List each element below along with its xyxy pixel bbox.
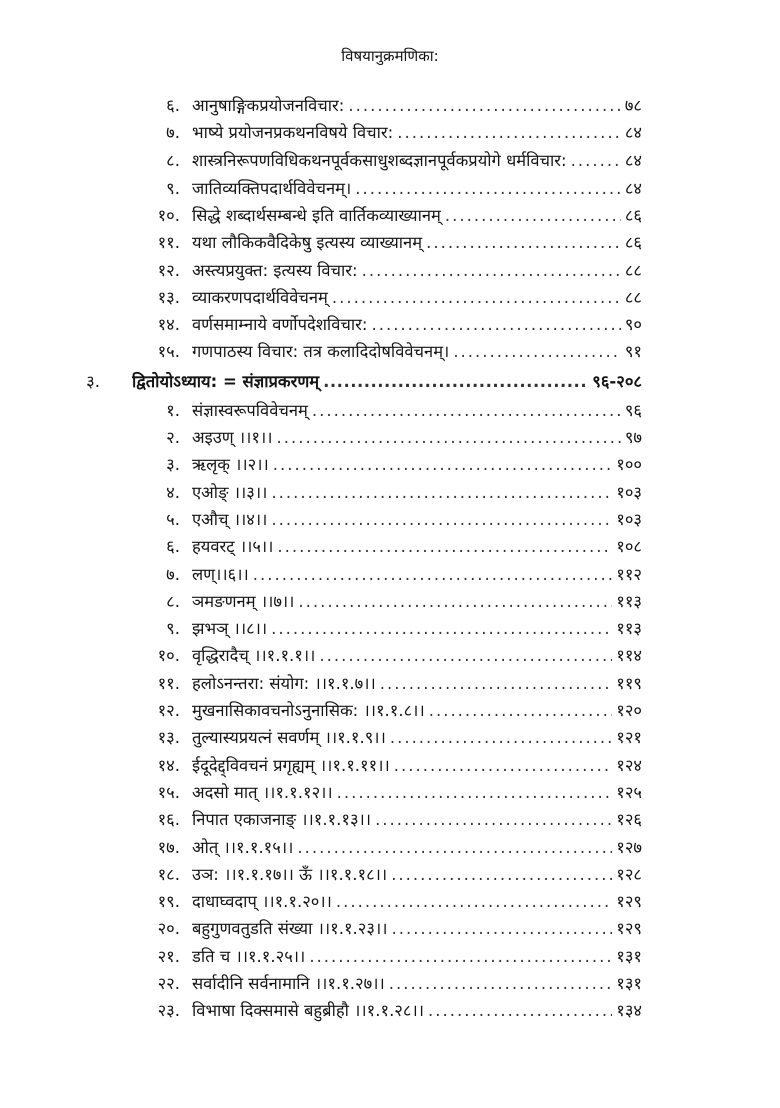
toc-entry	[0, 670, 780, 697]
entry-page-number: ९६-२०८	[592, 371, 642, 391]
entry-number: १४.	[157, 755, 180, 775]
entry-title: ईदूदेद्द्विवचनं प्रगृह्यम् ।।१.१.११।।	[192, 755, 390, 775]
dot-leader	[309, 943, 612, 970]
dot-leader	[253, 561, 613, 588]
dot-leader	[391, 861, 612, 888]
entry-title: सिद्धे शब्दार्थसम्बन्धे इति वार्तिकव्याख्यानम्	[192, 205, 441, 225]
entry-page-number: ११४	[616, 646, 642, 666]
entry-body	[192, 202, 642, 229]
entry-body	[192, 257, 642, 284]
entry-body	[192, 888, 642, 915]
entry-number: १३.	[157, 287, 180, 307]
entry-page-number: १२६	[616, 810, 642, 830]
dot-leader	[297, 834, 612, 861]
toc-entry	[0, 397, 780, 424]
entry-page-number: ८८	[624, 260, 642, 280]
entry-body	[192, 479, 642, 506]
entry-title: द्वितोयोऽध्याय: = संज्ञाप्रकरणम्	[132, 371, 320, 391]
entry-title: संज्ञास्वरूपविवेचनम्	[192, 400, 308, 420]
entry-page-number: १३१	[616, 946, 642, 966]
entry-page-number: १००	[616, 455, 642, 475]
entry-number: १८.	[157, 864, 180, 884]
dot-leader	[371, 311, 620, 338]
entry-number: २.	[166, 428, 180, 448]
entry-title: भाष्ये प्रयोजनप्रकथनविषये विचार:	[192, 123, 394, 143]
entry-body	[192, 615, 642, 642]
toc-entry	[0, 697, 780, 724]
entry-number: १९.	[157, 892, 180, 912]
entry-page-number: १२७	[616, 837, 642, 857]
toc-entry	[0, 92, 780, 119]
entry-number: ६.	[166, 96, 180, 115]
toc-entry	[0, 311, 780, 338]
entry-body	[192, 424, 642, 451]
entry-number: २०.	[157, 919, 180, 939]
entry-page-number: ८८	[624, 287, 642, 307]
toc-entry	[0, 284, 780, 311]
dot-leader	[277, 424, 621, 451]
entry-body	[192, 284, 642, 311]
chapter-entry	[0, 366, 780, 397]
toc-entry	[0, 997, 780, 1024]
entry-title: मुखनासिकावचनोऽनुनासिक: ।।१.१.८।।	[192, 701, 425, 721]
toc-entry	[0, 533, 780, 560]
entry-body	[192, 533, 642, 560]
entry-title: बहुगुणवतुडति संख्या ।।१.१.२३।।	[192, 919, 388, 939]
entry-body	[192, 92, 642, 119]
entry-body	[192, 752, 642, 779]
entry-number: १३.	[157, 728, 180, 748]
dot-leader	[429, 697, 613, 724]
entry-body	[192, 806, 642, 833]
entry-number: ११.	[157, 673, 180, 693]
entry-body	[192, 697, 642, 724]
dot-leader	[391, 915, 612, 942]
dot-leader	[337, 779, 613, 806]
dot-leader	[355, 175, 621, 202]
entry-number: ३.	[86, 371, 100, 391]
toc-entry	[0, 175, 780, 202]
entry-page-number: १२०	[616, 701, 642, 721]
dot-leader	[389, 970, 613, 997]
table-of-contents	[0, 92, 780, 1025]
entry-page-number: ९१	[624, 342, 642, 362]
entry-body	[192, 861, 642, 888]
entry-page-number: ८४	[624, 150, 642, 170]
entry-page-number: ११३	[616, 591, 642, 611]
entry-body	[192, 834, 642, 861]
toc-entry	[0, 257, 780, 284]
entry-body	[192, 397, 642, 424]
entry-number: ९.	[166, 619, 180, 639]
entry-page-number: ८४	[624, 178, 642, 198]
entry-number: २३.	[157, 1001, 180, 1021]
page-header: विषयानुक्रमणिका:	[341, 47, 439, 65]
entry-body	[132, 366, 642, 397]
entry-number: १२.	[157, 701, 180, 721]
toc-entry	[0, 506, 780, 533]
toc-entry	[0, 943, 780, 970]
entry-body	[192, 997, 642, 1024]
dot-leader	[445, 202, 621, 229]
entry-title: ऋलृक् ।।२।।	[192, 455, 269, 475]
entry-number: ८.	[166, 150, 180, 170]
dot-leader	[312, 397, 621, 424]
toc-entry	[0, 451, 780, 478]
dot-leader	[390, 724, 612, 751]
dot-leader	[426, 229, 621, 256]
entry-title: लण्।।६।।	[192, 564, 249, 584]
entry-title: ओत् ।।१.१.१५।।	[192, 837, 294, 857]
entry-title: आनुषाङ्गिकप्रयोजनविचार:	[192, 96, 345, 115]
entry-number: ११.	[157, 233, 180, 253]
toc-entry	[0, 119, 780, 146]
dot-leader	[428, 997, 612, 1024]
dot-leader	[375, 806, 612, 833]
entry-number: १६.	[157, 810, 180, 830]
entry-page-number: ८६	[624, 233, 642, 253]
entry-page-number: ११९	[616, 673, 642, 693]
toc-entry	[0, 615, 780, 642]
toc-entry	[0, 202, 780, 229]
entry-page-number: ८४	[624, 123, 642, 143]
entry-page-number: ११२	[616, 564, 642, 584]
entry-body	[192, 943, 642, 970]
entry-page-number: १०३	[616, 509, 642, 529]
entry-title: एओङ् ।।३।।	[192, 482, 268, 502]
entry-body	[192, 147, 642, 175]
entry-title: जातिव्यक्तिपदार्थविवेचनम्।	[192, 178, 352, 198]
entry-title: हयवरट् ।।५।।	[192, 537, 274, 557]
entry-title: एऔच् ।।४।।	[192, 509, 268, 529]
entry-page-number: १३१	[616, 974, 642, 993]
toc-entry	[0, 424, 780, 451]
toc-entry	[0, 561, 780, 588]
entry-title: अस्त्यप्रयुक्त: इत्यस्य विचार:	[192, 260, 358, 280]
entry-body	[192, 338, 642, 365]
entry-number: ९.	[166, 178, 180, 198]
entry-body	[192, 670, 642, 697]
toc-entry	[0, 642, 780, 669]
entry-title: शास्त्रनिरूपणविधिकथनपूर्वकसाधुशब्दज्ञानपूर्वकप्रयोगे धर्मविचार:	[192, 150, 567, 170]
entry-title: अइउण् ।।१।।	[192, 428, 273, 448]
toc-entry	[0, 479, 780, 506]
entry-title: झभञ् ।।८।।	[192, 619, 268, 639]
entry-page-number: १२९	[616, 892, 642, 912]
entry-title: वृद्धिरादैच् ।।१.१.१।।	[192, 646, 316, 666]
entry-page-number: १२४	[616, 755, 642, 775]
entry-title: हलोऽनन्तरा: संयोग: ।।१.१.७।।	[192, 673, 376, 693]
entry-body	[192, 779, 642, 806]
entry-body	[192, 175, 642, 202]
dot-leader	[298, 588, 612, 615]
toc-entry	[0, 724, 780, 751]
entry-number: १.	[166, 400, 180, 420]
entry-body	[192, 970, 642, 997]
entry-body	[192, 311, 642, 338]
toc-entry	[0, 915, 780, 942]
entry-number: २२.	[157, 974, 180, 993]
entry-number: ५.	[166, 509, 180, 529]
dot-leader	[271, 615, 612, 642]
entry-title: सर्वादीनि सर्वनामानि ।।१.१.२७।।	[192, 974, 385, 993]
entry-page-number: ११३	[616, 619, 642, 639]
entry-title: अदसो मात् ।।१.१.१२।।	[192, 782, 333, 802]
entry-number: ६.	[166, 537, 180, 557]
entry-title: दाधाघ्वदाप् ।।१.१.२०।।	[192, 892, 332, 912]
entry-number: १०.	[157, 205, 180, 225]
toc-entry	[0, 147, 780, 175]
dot-leader	[319, 642, 612, 669]
entry-number: ७.	[166, 123, 180, 143]
dot-leader	[362, 257, 621, 284]
entry-body	[192, 642, 642, 669]
entry-body	[192, 588, 642, 615]
toc-entry	[0, 861, 780, 888]
entry-page-number: १०८	[616, 537, 642, 557]
entry-page-number: १२८	[616, 864, 642, 884]
dot-leader	[348, 92, 620, 119]
toc-entry	[0, 779, 780, 806]
entry-body	[192, 451, 642, 478]
entry-title: उञ: ।।१.१.१७।। ऊँ ।।१.१.१८।।	[192, 864, 388, 884]
toc-entry	[0, 229, 780, 256]
entry-page-number: ९७	[624, 428, 642, 448]
dot-leader	[277, 533, 612, 560]
entry-number: ३.	[166, 455, 180, 475]
dot-leader	[394, 752, 613, 779]
entry-page-number: ८६	[624, 205, 642, 225]
entry-page-number: १२९	[616, 919, 642, 939]
entry-page-number: ९०	[624, 315, 642, 335]
entry-body	[192, 561, 642, 588]
toc-entry	[0, 806, 780, 833]
dot-leader	[380, 670, 613, 697]
dot-leader	[271, 479, 612, 506]
entry-number: ७.	[166, 564, 180, 584]
entry-title: निपात एकाजनाङ् ।।१.१.१३।।	[192, 810, 372, 830]
entry-number: ८.	[166, 591, 180, 611]
entry-title: ञमङणनम् ।।७।।	[192, 591, 295, 611]
toc-entry	[0, 338, 780, 365]
entry-number: १२.	[157, 260, 180, 280]
toc-entry	[0, 888, 780, 915]
entry-body	[192, 229, 642, 256]
entry-page-number: १३४	[616, 1001, 642, 1021]
entry-body	[192, 119, 642, 146]
entry-body	[192, 724, 642, 751]
dot-leader	[332, 284, 621, 311]
toc-entry	[0, 588, 780, 615]
entry-number: १०.	[157, 646, 180, 666]
entry-body	[192, 915, 642, 942]
toc-entry	[0, 970, 780, 997]
dot-leader	[271, 506, 612, 533]
entry-number: १७.	[157, 837, 180, 857]
dot-leader	[336, 888, 612, 915]
dot-leader	[453, 338, 621, 365]
entry-page-number: ७८	[624, 96, 642, 115]
entry-title: वर्णसमाम्नाये वर्णोपदेशविचार:	[192, 315, 368, 335]
entry-title: यथा लौकिकवैदिकेषु इत्यस्य व्याख्यानम्	[192, 233, 423, 253]
dot-leader	[571, 147, 621, 175]
entry-title: गणपाठस्य विचार: तत्र कलादिदोषविवेचनम्।	[192, 342, 450, 362]
entry-page-number: १०३	[616, 482, 642, 502]
entry-number: १५.	[157, 782, 180, 802]
entry-number: १५.	[157, 342, 180, 362]
entry-title: तुल्यास्यप्रयत्नं सवर्णम् ।।१.१.९।।	[192, 728, 386, 748]
entry-page-number: १२५	[616, 782, 642, 802]
dot-leader	[397, 119, 621, 146]
entry-page-number: १२१	[616, 728, 642, 748]
entry-title: व्याकरणपदार्थविवेचनम्	[192, 287, 328, 307]
entry-number: १४.	[157, 315, 180, 335]
entry-title: विभाषा दिक्समासे बहुब्रीहौ ।।१.१.२८।।	[192, 1001, 424, 1021]
entry-number: २१.	[157, 946, 180, 966]
toc-entry	[0, 834, 780, 861]
dot-leader	[273, 451, 612, 478]
dot-leader	[323, 366, 588, 397]
entry-number: ४.	[166, 482, 180, 502]
entry-title: डति च ।।१.१.२५।।	[192, 946, 306, 966]
entry-page-number: ९६	[624, 400, 642, 420]
toc-entry	[0, 752, 780, 779]
entry-body	[192, 506, 642, 533]
